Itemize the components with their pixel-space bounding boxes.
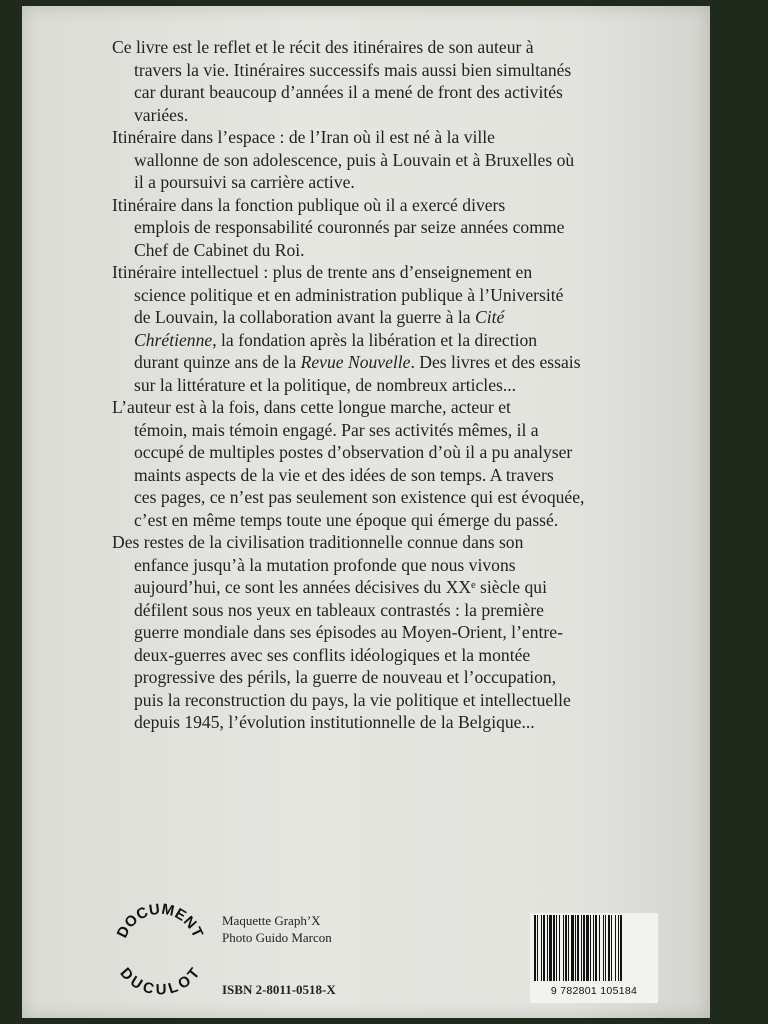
isbn-number: ISBN 2-8011-0518-X xyxy=(222,982,336,997)
paragraph xyxy=(112,126,672,194)
text-line: Chrétienne, la fondation après la libération et la direction xyxy=(134,329,538,350)
text-line: deux-guerres avec ses conflits idéologiques et la montée xyxy=(134,644,531,665)
barcode-bar xyxy=(541,915,542,981)
paragraph xyxy=(112,531,672,734)
italic-title: Chrétienne xyxy=(134,329,213,350)
barcode-bar xyxy=(549,915,552,981)
publisher-logo xyxy=(110,896,210,996)
barcode-bar xyxy=(571,915,574,981)
text-line: Itinéraire dans la fonction publique où il a exercé divers xyxy=(112,194,506,215)
text-line: depuis 1945, l’évolution institutionnelle de la Belgique... xyxy=(134,712,535,732)
barcode-bar xyxy=(608,915,610,981)
logo-text-bottom: DUCULOT xyxy=(116,964,204,996)
barcode-bar xyxy=(605,915,606,981)
text-line: aujourd’hui, ce sont les années décisives du XXᵉ siècle qui xyxy=(134,577,547,597)
text-line: Itinéraire intellectuel : plus de trente ans d’enseignement en xyxy=(112,262,533,282)
barcode-bar xyxy=(563,915,564,981)
text-line: car durant beaucoup d’années il a mené de front des activités xyxy=(134,82,563,102)
design-credit: Maquette Graph’X xyxy=(222,913,321,928)
barcode-bars xyxy=(530,913,658,985)
text-line: travers la vie. Itinéraires successifs mais aussi bien simultanés xyxy=(134,59,572,80)
italic-title: Revue Nouvelle xyxy=(300,352,411,372)
paragraph xyxy=(112,261,672,396)
text-line: emplois de responsabilité couronnés par seize années comme xyxy=(134,217,565,237)
barcode-bar xyxy=(547,915,548,981)
text-line: enfance jusqu’à la mutation profonde que nous vivons xyxy=(134,554,516,575)
text-line: wallonne de son adolescence, puis à Louvain et à Bruxelles où xyxy=(134,149,575,170)
blurb-text xyxy=(112,36,672,734)
book-back-cover xyxy=(22,6,710,1018)
text-line: Des restes de la civilisation traditionnelle connue dans son xyxy=(112,532,524,552)
barcode-bar xyxy=(603,915,604,981)
text-line: c’est en même temps toute une époque qui émerge du passé. xyxy=(134,509,559,530)
text-line: ces pages, ce n’est pas seulement son existence qui est évoquée, xyxy=(134,487,585,507)
text-line: occupé de multiples postes d’observation d’où il a pu analyser xyxy=(134,442,573,462)
barcode-bar xyxy=(593,915,594,981)
barcode-bar xyxy=(581,915,582,981)
text-line: témoin, mais témoin engagé. Par ses activités mêmes, il a xyxy=(134,419,539,440)
barcode-bar xyxy=(534,915,536,981)
text-line: puis la reconstruction du pays, la vie politique et intellectuelle xyxy=(134,689,571,710)
paragraph xyxy=(112,396,672,531)
photo-credit: Photo Guido Marcon xyxy=(222,930,332,945)
barcode-bar xyxy=(620,915,622,981)
barcode-bar xyxy=(568,915,569,981)
svg-text:DOCUMENT xyxy=(114,901,207,941)
barcode-bar xyxy=(537,915,538,981)
barcode-digits: 9 782801 105184 xyxy=(550,985,638,997)
text-line: défilent sous nos yeux en tableaux contrastés : la première xyxy=(134,599,544,620)
barcode-bar xyxy=(556,915,557,981)
text-line: science politique et en administration publique à l’Université xyxy=(134,284,564,305)
credits xyxy=(222,912,332,946)
barcode-bar xyxy=(575,915,576,981)
barcode xyxy=(530,913,658,1003)
barcode-bar xyxy=(599,915,600,981)
text-line: guerre mondiale dans ses épisodes au Moyen-Orient, l’entre- xyxy=(134,622,563,642)
text-line: Ce livre est le reflet et le récit des itinéraires de son auteur à xyxy=(112,37,534,57)
svg-text:DUCULOT xyxy=(116,965,203,996)
barcode-bar xyxy=(611,915,612,981)
text-line: L’auteur est à la fois, dans cette longue marche, acteur et xyxy=(112,397,511,417)
barcode-bar xyxy=(553,915,555,981)
paragraph xyxy=(112,36,672,126)
text-line: il a poursuivi sa carrière active. xyxy=(134,172,355,192)
text-line: sur la littérature et la politique, de nombreux articles... xyxy=(134,374,517,395)
logo-text-top: DOCUMENT xyxy=(113,900,207,941)
barcode-bar xyxy=(543,915,545,981)
barcode-bar xyxy=(583,915,585,981)
paragraph xyxy=(112,194,672,262)
barcode-bar xyxy=(595,915,597,981)
barcode-bar xyxy=(586,915,589,981)
barcode-bar xyxy=(618,915,619,981)
italic-title: Cité xyxy=(474,307,505,327)
text-line: variées. xyxy=(134,104,189,125)
barcode-bar xyxy=(590,915,591,981)
barcode-bar xyxy=(559,915,560,981)
text-line: Chef de Cabinet du Roi. xyxy=(134,239,305,260)
barcode-bar xyxy=(577,915,579,981)
text-line: maints aspects de la vie et des idées de son temps. A travers xyxy=(134,464,554,485)
text-line: Itinéraire dans l’espace : de l’Iran où il est né à la ville xyxy=(112,127,495,147)
barcode-bar xyxy=(565,915,567,981)
text-line: progressive des périls, la guerre de nouveau et l’occupation, xyxy=(134,667,557,687)
barcode-bar xyxy=(615,915,616,981)
text-line: de Louvain, la collaboration avant la guerre à la Cité xyxy=(134,307,505,327)
text-line: durant quinze ans de la Revue Nouvelle. Des livres et des essais xyxy=(134,352,581,372)
